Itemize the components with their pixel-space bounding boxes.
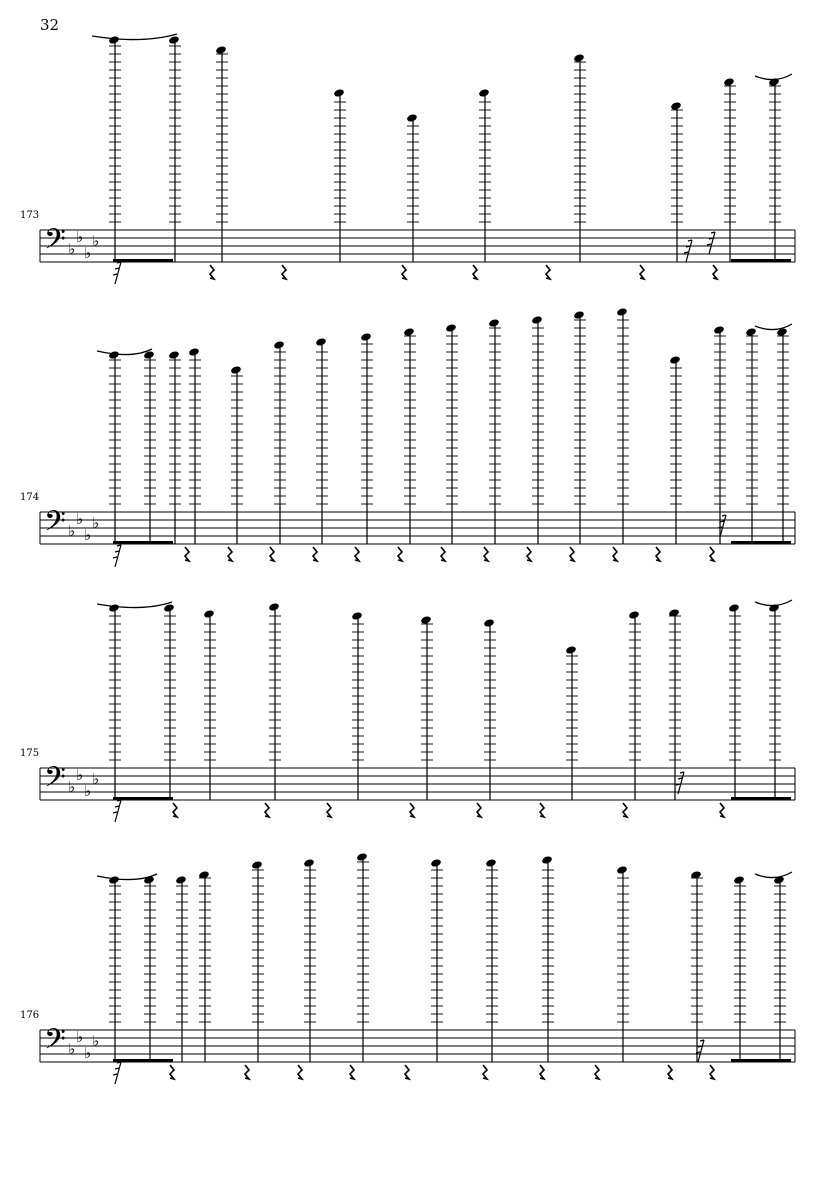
- note: [108, 603, 121, 800]
- note: [541, 855, 554, 1062]
- quarter-rest: [656, 547, 660, 561]
- notehead: [541, 855, 553, 865]
- note: [488, 318, 501, 544]
- flat-sign-icon: ♭: [92, 514, 100, 532]
- quarter-rest: [282, 265, 286, 279]
- flat-sign-icon: ♭: [92, 232, 100, 250]
- quarter-rest: [170, 1065, 174, 1079]
- notehead: [478, 88, 490, 98]
- tie: [755, 324, 792, 330]
- measure-number: 173: [20, 210, 40, 221]
- small-rest: [113, 800, 121, 822]
- notehead: [108, 603, 120, 613]
- notehead: [108, 875, 120, 885]
- notehead: [168, 350, 180, 360]
- note: [143, 875, 156, 1062]
- note: [163, 603, 176, 800]
- note: [616, 865, 629, 1062]
- notehead: [168, 35, 180, 45]
- measure-number: 176: [20, 1010, 40, 1021]
- bass-clef-icon: 𝄢: [44, 505, 66, 545]
- note: [430, 858, 443, 1062]
- note: [485, 858, 498, 1062]
- note: [230, 365, 243, 544]
- quarter-rest: [540, 803, 544, 817]
- quarter-rest: [710, 547, 714, 561]
- notehead: [616, 865, 628, 875]
- quarter-rest: [410, 803, 414, 817]
- note: [251, 860, 264, 1062]
- notehead: [573, 53, 585, 63]
- notehead: [573, 310, 585, 320]
- quarter-rest: [355, 547, 359, 561]
- quarter-rest: [623, 803, 627, 817]
- flat-sign-icon: ♭: [84, 244, 92, 262]
- notehead: [723, 77, 735, 87]
- system-1: [20, 34, 795, 284]
- notehead: [485, 858, 497, 868]
- flat-sign-icon: ♭: [92, 1032, 100, 1050]
- notehead: [669, 355, 681, 365]
- flat-sign-icon: ♭: [76, 766, 84, 784]
- notehead: [616, 307, 628, 317]
- notehead: [403, 327, 415, 337]
- notehead: [628, 610, 640, 620]
- note: [333, 88, 346, 262]
- quarter-rest: [313, 547, 317, 561]
- bass-clef-icon: 𝄢: [44, 1023, 66, 1063]
- notehead: [406, 113, 418, 123]
- note: [215, 45, 228, 262]
- small-rest: [676, 772, 684, 794]
- quarter-rest: [484, 547, 488, 561]
- flat-sign-icon: ♭: [76, 228, 84, 246]
- beam: [113, 259, 173, 262]
- note: [198, 870, 211, 1062]
- quarter-rest: [713, 265, 717, 279]
- quarter-rest: [228, 547, 232, 561]
- system-2: [20, 307, 795, 567]
- tie: [97, 349, 152, 355]
- beam: [113, 797, 173, 800]
- flat-sign-icon: ♭: [76, 510, 84, 528]
- quarter-rest: [173, 803, 177, 817]
- notehead: [215, 45, 227, 55]
- flat-sign-icon: ♭: [76, 1028, 84, 1046]
- note: [168, 350, 181, 544]
- note: [356, 852, 369, 1062]
- notehead: [483, 618, 495, 628]
- notehead: [430, 858, 442, 868]
- notehead: [251, 860, 263, 870]
- notehead: [445, 323, 457, 333]
- note: [628, 610, 641, 800]
- note: [188, 347, 201, 544]
- beam: [731, 259, 791, 262]
- note: [776, 327, 789, 544]
- note: [175, 875, 188, 1062]
- system-3: [20, 600, 795, 822]
- notehead: [303, 858, 315, 868]
- note: [351, 611, 364, 800]
- flat-sign-icon: ♭: [84, 526, 92, 544]
- note: [445, 323, 458, 544]
- quarter-rest: [640, 265, 644, 279]
- note: [713, 325, 726, 544]
- quarter-rest: [595, 1065, 599, 1079]
- notehead: [360, 332, 372, 342]
- flat-sign-icon: ♭: [92, 770, 100, 788]
- quarter-rest: [245, 1065, 249, 1079]
- note: [478, 88, 491, 262]
- quarter-rest: [540, 1065, 544, 1079]
- quarter-rest: [613, 547, 617, 561]
- quarter-rest: [327, 803, 331, 817]
- quarter-rest: [546, 265, 550, 279]
- note: [669, 355, 682, 544]
- notehead: [203, 609, 215, 619]
- quarter-rest: [350, 1065, 354, 1079]
- note: [668, 608, 681, 800]
- note: [768, 77, 781, 262]
- note: [315, 337, 328, 544]
- small-rest: [113, 545, 121, 567]
- tie: [97, 602, 172, 608]
- note: [168, 35, 181, 262]
- flat-sign-icon: ♭: [68, 778, 76, 796]
- notehead: [728, 603, 740, 613]
- flat-sign-icon: ♭: [68, 522, 76, 540]
- note: [773, 875, 786, 1062]
- note: [108, 35, 121, 262]
- note: [723, 77, 736, 262]
- notehead: [670, 101, 682, 111]
- bass-clef-icon: 𝄢: [44, 761, 66, 801]
- notehead: [230, 365, 242, 375]
- flat-sign-icon: ♭: [84, 1044, 92, 1062]
- quarter-rest: [398, 547, 402, 561]
- notehead: [108, 350, 120, 360]
- note: [768, 603, 781, 800]
- notehead: [733, 875, 745, 885]
- note: [616, 307, 629, 544]
- quarter-rest: [668, 1065, 672, 1079]
- quarter-rest: [298, 1065, 302, 1079]
- notehead: [268, 602, 280, 612]
- tie: [92, 34, 177, 40]
- small-rest: [113, 1062, 121, 1084]
- notehead: [713, 325, 725, 335]
- small-rest: [718, 515, 726, 537]
- quarter-rest: [710, 1065, 714, 1079]
- note: [420, 615, 433, 800]
- note: [143, 350, 156, 544]
- note: [108, 875, 121, 1062]
- measure-number: 175: [20, 748, 40, 759]
- note: [406, 113, 419, 262]
- page-number: 32: [40, 16, 60, 34]
- note: [303, 858, 316, 1062]
- note: [531, 315, 544, 544]
- measure-number: 174: [20, 492, 40, 503]
- notehead: [273, 340, 285, 350]
- quarter-rest: [473, 265, 477, 279]
- notehead: [745, 327, 757, 337]
- note: [728, 603, 741, 800]
- note: [690, 870, 703, 1062]
- quarter-rest: [527, 547, 531, 561]
- notehead: [108, 35, 120, 45]
- note: [403, 327, 416, 544]
- notehead: [356, 852, 368, 862]
- flat-sign-icon: ♭: [84, 782, 92, 800]
- quarter-rest: [402, 265, 406, 279]
- notehead: [351, 611, 363, 621]
- small-rest: [684, 240, 692, 262]
- bass-clef-icon: 𝄢: [44, 223, 66, 263]
- beam: [731, 1059, 791, 1062]
- note: [108, 350, 121, 544]
- note: [203, 609, 216, 800]
- small-rest: [113, 262, 121, 284]
- note: [573, 53, 586, 262]
- notehead: [488, 318, 500, 328]
- notehead: [420, 615, 432, 625]
- notehead: [175, 875, 187, 885]
- note: [573, 310, 586, 544]
- quarter-rest: [483, 1065, 487, 1079]
- note: [733, 875, 746, 1062]
- beam: [731, 541, 791, 544]
- beam: [731, 797, 791, 800]
- quarter-rest: [270, 547, 274, 561]
- beam: [113, 1059, 173, 1062]
- quarter-rest: [570, 547, 574, 561]
- notehead: [333, 88, 345, 98]
- notehead: [188, 347, 200, 357]
- note: [483, 618, 496, 800]
- note: [268, 602, 281, 800]
- note: [273, 340, 286, 544]
- beam: [113, 541, 173, 544]
- notehead: [565, 645, 577, 655]
- notehead: [315, 337, 327, 347]
- quarter-rest: [477, 803, 481, 817]
- quarter-rest: [441, 547, 445, 561]
- quarter-rest: [185, 547, 189, 561]
- tie: [755, 872, 792, 878]
- flat-sign-icon: ♭: [68, 240, 76, 258]
- flat-sign-icon: ♭: [68, 1040, 76, 1058]
- quarter-rest: [210, 265, 214, 279]
- quarter-rest: [405, 1065, 409, 1079]
- note: [565, 645, 578, 800]
- system-4: [20, 852, 795, 1084]
- note: [745, 327, 758, 544]
- quarter-rest: [265, 803, 269, 817]
- notehead: [531, 315, 543, 325]
- small-rest: [707, 232, 715, 254]
- quarter-rest: [720, 803, 724, 817]
